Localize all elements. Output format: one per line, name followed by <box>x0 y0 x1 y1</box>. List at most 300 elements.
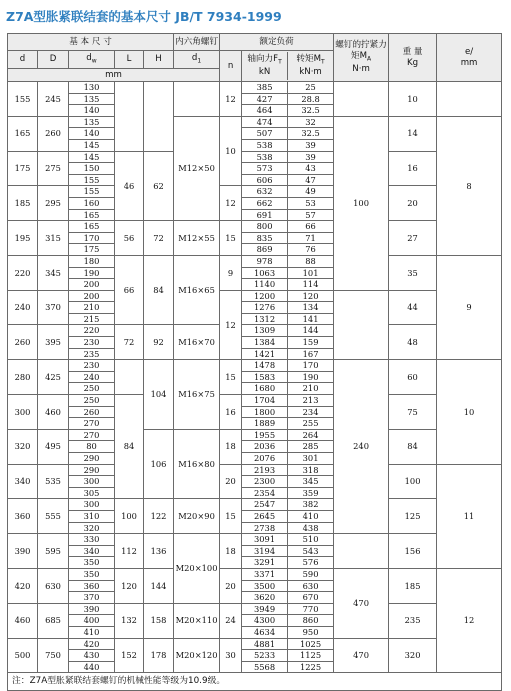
cell-d: 320 <box>8 429 38 464</box>
cell-n: 20 <box>220 568 242 603</box>
cell-axial-force: 538 <box>242 151 288 163</box>
cell-d: 360 <box>8 499 38 534</box>
cell-n: 10 <box>220 116 242 186</box>
cell-L: 152 <box>115 638 144 673</box>
cell-dw: 200 <box>69 279 115 291</box>
cell-axial-force: 3949 <box>242 603 288 615</box>
cell-D: 295 <box>38 186 69 221</box>
cell-torque: 285 <box>288 441 334 453</box>
cell-weight: 16 <box>389 151 437 186</box>
cell-torque: 264 <box>288 429 334 441</box>
cell-torque: 49 <box>288 186 334 198</box>
cell-axial-force: 869 <box>242 244 288 256</box>
cell-dw: 350 <box>69 557 115 569</box>
cell-axial-force: 1800 <box>242 406 288 418</box>
cell-dw: 80 <box>69 441 115 453</box>
cell-dw: 300 <box>69 499 115 511</box>
cell-H: 136 <box>144 534 174 569</box>
cell-axial-force: 3500 <box>242 580 288 592</box>
cell-weight: 100 <box>389 464 437 499</box>
cell-axial-force: 978 <box>242 255 288 267</box>
cell-D: 275 <box>38 151 69 186</box>
cell-H: 62 <box>144 151 174 221</box>
cell-torque: 301 <box>288 453 334 465</box>
cell-axial-force: 1583 <box>242 371 288 383</box>
table-row <box>8 151 502 163</box>
cell-torque: 144 <box>288 325 334 337</box>
cell-axial-force: 632 <box>242 186 288 198</box>
cell-D: 630 <box>38 568 69 603</box>
cell-dw: 170 <box>69 232 115 244</box>
cell-weight: 125 <box>389 499 437 534</box>
cell-d1: M20×120 <box>174 638 220 673</box>
cell-dw: 320 <box>69 522 115 534</box>
cell-D: 495 <box>38 429 69 464</box>
cell-weight: 14 <box>389 116 437 151</box>
cell-L: 56 <box>115 221 144 256</box>
cell-D: 460 <box>38 395 69 430</box>
cell-dw: 140 <box>69 128 115 140</box>
cell-D: 315 <box>38 221 69 256</box>
cell-L: 66 <box>115 255 144 325</box>
cell-dw: 350 <box>69 568 115 580</box>
cell-torque: 543 <box>288 545 334 557</box>
cell-dw: 230 <box>69 337 115 349</box>
table-row <box>8 638 502 650</box>
cell-dw: 250 <box>69 395 115 407</box>
cell-dw: 210 <box>69 302 115 314</box>
cell-d: 220 <box>8 255 38 290</box>
cell-torque: 39 <box>288 139 334 151</box>
cell-dw: 260 <box>69 406 115 418</box>
cell-dw: 155 <box>69 186 115 198</box>
cell-torque: 170 <box>288 360 334 372</box>
cell-weight: 27 <box>389 221 437 256</box>
cell-torque: 43 <box>288 163 334 175</box>
cell-weight: 156 <box>389 534 437 569</box>
cell-torque: 318 <box>288 464 334 476</box>
cell-torque: 359 <box>288 487 334 499</box>
cell-dw: 220 <box>69 325 115 337</box>
cell-d1: M12×50 <box>174 116 220 220</box>
cell-L: 112 <box>115 534 144 569</box>
cell-D: 370 <box>38 290 69 325</box>
header-D: D <box>38 51 69 69</box>
cell-H: 84 <box>144 255 174 325</box>
cell-torque: 71 <box>288 232 334 244</box>
cell-n: 12 <box>220 290 242 360</box>
cell-torque: 32.5 <box>288 105 334 117</box>
cell-axial-force: 4634 <box>242 626 288 638</box>
cell-dw: 270 <box>69 418 115 430</box>
cell-torque: 510 <box>288 534 334 546</box>
cell-torque: 950 <box>288 626 334 638</box>
cell-axial-force: 1421 <box>242 348 288 360</box>
cell-D: 595 <box>38 534 69 569</box>
cell-tightening-torque: 240 <box>334 360 389 534</box>
table-row <box>8 290 502 302</box>
cell-torque: 114 <box>288 279 334 291</box>
cell-torque: 210 <box>288 383 334 395</box>
header-hex-screw: 内六角螺钉 <box>174 34 220 51</box>
cell-dw: 160 <box>69 197 115 209</box>
cell-torque: 57 <box>288 209 334 221</box>
cell-D: 555 <box>38 499 69 534</box>
cell-d1: M16×65 <box>174 255 220 325</box>
cell-L: 46 <box>115 151 144 221</box>
cell-weight: 20 <box>389 186 437 221</box>
cell-torque: 141 <box>288 313 334 325</box>
cell-n: 20 <box>220 464 242 499</box>
cell-dw: 340 <box>69 545 115 557</box>
cell-d1: M20×110 <box>174 603 220 638</box>
cell-torque: 53 <box>288 197 334 209</box>
cell-axial-force: 3371 <box>242 568 288 580</box>
cell-weight: 60 <box>389 360 437 395</box>
cell-axial-force: 1309 <box>242 325 288 337</box>
table-row <box>8 221 502 233</box>
cell-dw: 145 <box>69 139 115 151</box>
cell-tightening-torque: 470 <box>334 638 389 673</box>
cell-weight: 48 <box>389 325 437 360</box>
header-e: e/ mm <box>437 34 502 82</box>
cell-dw: 235 <box>69 348 115 360</box>
cell-torque: 576 <box>288 557 334 569</box>
table-row <box>8 116 502 128</box>
cell-dw: 410 <box>69 626 115 638</box>
table-row <box>8 429 502 441</box>
cell-axial-force: 573 <box>242 163 288 175</box>
cell-weight: 44 <box>389 290 437 325</box>
cell-dw: 190 <box>69 267 115 279</box>
cell-H: 122 <box>144 499 174 534</box>
cell-axial-force: 2036 <box>242 441 288 453</box>
dimension-table <box>7 33 502 691</box>
cell-torque: 860 <box>288 615 334 627</box>
table-row <box>8 82 502 94</box>
cell-dw: 165 <box>69 221 115 233</box>
cell-dw: 135 <box>69 116 115 128</box>
cell-torque: 76 <box>288 244 334 256</box>
cell-torque: 255 <box>288 418 334 430</box>
cell-D: 750 <box>38 638 69 673</box>
table-row <box>8 395 502 407</box>
cell-axial-force: 507 <box>242 128 288 140</box>
cell-d1: M12×55 <box>174 221 220 256</box>
cell-dw: 240 <box>69 371 115 383</box>
cell-axial-force: 2645 <box>242 510 288 522</box>
cell-torque: 1025 <box>288 638 334 650</box>
table-row <box>8 255 502 267</box>
cell-L: 72 <box>115 325 144 360</box>
table-row <box>8 603 502 615</box>
cell-e <box>437 82 502 117</box>
cell-n: 15 <box>220 360 242 395</box>
header-n: n <box>220 51 242 82</box>
cell-n: 15 <box>220 221 242 256</box>
cell-d: 155 <box>8 82 38 117</box>
cell-e: 8 <box>437 116 502 255</box>
cell-torque: 410 <box>288 510 334 522</box>
cell-torque: 66 <box>288 221 334 233</box>
cell-e: 11 <box>437 464 502 568</box>
cell-dw: 360 <box>69 580 115 592</box>
cell-torque: 28.8 <box>288 93 334 105</box>
cell-torque: 1125 <box>288 650 334 662</box>
cell-dw: 250 <box>69 383 115 395</box>
cell-n: 9 <box>220 255 242 290</box>
cell-d: 300 <box>8 395 38 430</box>
cell-torque: 190 <box>288 371 334 383</box>
cell-torque: 345 <box>288 476 334 488</box>
cell-n: 18 <box>220 429 242 464</box>
cell-dw: 330 <box>69 534 115 546</box>
cell-tightening-torque <box>334 290 389 360</box>
cell-axial-force: 691 <box>242 209 288 221</box>
cell-d: 460 <box>8 603 38 638</box>
cell-weight: 84 <box>389 429 437 464</box>
cell-axial-force: 5233 <box>242 650 288 662</box>
cell-torque: 630 <box>288 580 334 592</box>
cell-d: 420 <box>8 568 38 603</box>
cell-dw: 290 <box>69 464 115 476</box>
cell-weight: 320 <box>389 638 437 673</box>
cell-weight: 185 <box>389 568 437 603</box>
cell-axial-force: 385 <box>242 82 288 94</box>
cell-d: 390 <box>8 534 38 569</box>
cell-dw: 440 <box>69 661 115 673</box>
cell-axial-force: 464 <box>242 105 288 117</box>
header-d: d <box>8 51 38 69</box>
cell-axial-force: 4881 <box>242 638 288 650</box>
cell-torque: 88 <box>288 255 334 267</box>
cell-dw: 155 <box>69 174 115 186</box>
cell-dw: 390 <box>69 603 115 615</box>
cell-e: 9 <box>437 255 502 359</box>
cell-L: 100 <box>115 499 144 534</box>
cell-torque: 438 <box>288 522 334 534</box>
cell-n: 30 <box>220 638 242 673</box>
cell-L: 84 <box>115 395 144 499</box>
header-L: L <box>115 51 144 69</box>
cell-H: 178 <box>144 638 174 673</box>
cell-torque: 101 <box>288 267 334 279</box>
cell-d: 260 <box>8 325 38 360</box>
cell-n: 24 <box>220 603 242 638</box>
cell-axial-force: 1680 <box>242 383 288 395</box>
cell-torque: 32.5 <box>288 128 334 140</box>
table-row <box>8 325 502 337</box>
cell-axial-force: 2300 <box>242 476 288 488</box>
cell-axial-force: 1889 <box>242 418 288 430</box>
cell-dw: 290 <box>69 453 115 465</box>
cell-axial-force: 538 <box>242 139 288 151</box>
cell-dw: 165 <box>69 209 115 221</box>
header-unit-mm: mm <box>8 69 220 82</box>
cell-n: 18 <box>220 534 242 569</box>
cell-axial-force: 474 <box>242 116 288 128</box>
cell-n: 12 <box>220 186 242 221</box>
cell-d1: M16×70 <box>174 325 220 360</box>
cell-axial-force: 2354 <box>242 487 288 499</box>
cell-D: 685 <box>38 603 69 638</box>
cell-torque: 159 <box>288 337 334 349</box>
cell-dw: 270 <box>69 429 115 441</box>
cell-torque: 234 <box>288 406 334 418</box>
cell-torque: 120 <box>288 290 334 302</box>
cell-torque: 590 <box>288 568 334 580</box>
cell-d1: M16×80 <box>174 429 220 499</box>
cell-H: 104 <box>144 360 174 430</box>
cell-d: 500 <box>8 638 38 673</box>
cell-torque: 1225 <box>288 661 334 673</box>
cell-axial-force: 1312 <box>242 313 288 325</box>
cell-e: 10 <box>437 360 502 464</box>
cell-tightening-torque <box>334 534 389 569</box>
cell-dw: 130 <box>69 82 115 94</box>
header-dw: $d_w$ <box>69 51 115 69</box>
header-weight: 重 量 Kg <box>389 34 437 82</box>
cell-axial-force: 2738 <box>242 522 288 534</box>
cell-dw: 175 <box>69 244 115 256</box>
cell-dw: 420 <box>69 638 115 650</box>
cell-dw: 140 <box>69 105 115 117</box>
table-row <box>8 186 502 198</box>
cell-dw: 305 <box>69 487 115 499</box>
cell-L: 120 <box>115 568 144 603</box>
cell-dw: 310 <box>69 510 115 522</box>
cell-axial-force: 1384 <box>242 337 288 349</box>
cell-d: 340 <box>8 464 38 499</box>
cell-d: 175 <box>8 151 38 186</box>
cell-tightening-torque: 100 <box>334 116 389 290</box>
table-row <box>8 499 502 511</box>
cell-weight: 75 <box>389 395 437 430</box>
table-row <box>8 568 502 580</box>
cell-d: 185 <box>8 186 38 221</box>
cell-weight: 35 <box>389 255 437 290</box>
cell-D: 425 <box>38 360 69 395</box>
cell-d: 240 <box>8 290 38 325</box>
cell-axial-force: 4300 <box>242 615 288 627</box>
cell-L <box>115 82 144 152</box>
cell-axial-force: 3194 <box>242 545 288 557</box>
cell-weight: 10 <box>389 82 437 117</box>
header-tightening-torque: 螺钉的拧紧力矩$M_A$ N·m <box>334 34 389 82</box>
cell-weight: 235 <box>389 603 437 638</box>
cell-H: 144 <box>144 568 174 603</box>
cell-torque: 32 <box>288 116 334 128</box>
cell-dw: 135 <box>69 93 115 105</box>
cell-axial-force: 427 <box>242 93 288 105</box>
cell-torque: 47 <box>288 174 334 186</box>
header-rated-load: 额定负荷 <box>220 34 334 51</box>
cell-L <box>115 360 144 395</box>
cell-axial-force: 800 <box>242 221 288 233</box>
cell-n: 15 <box>220 499 242 534</box>
cell-dw: 430 <box>69 650 115 662</box>
cell-H <box>144 82 174 152</box>
header-axial-torque: 轴向力$F_T$ kN 转矩$M_T$ kN·m <box>242 51 334 82</box>
table-row <box>8 464 502 476</box>
cell-axial-force: 1955 <box>242 429 288 441</box>
cell-dw: 200 <box>69 290 115 302</box>
cell-torque: 167 <box>288 348 334 360</box>
cell-D: 395 <box>38 325 69 360</box>
cell-torque: 25 <box>288 82 334 94</box>
cell-n: 12 <box>220 82 242 117</box>
cell-axial-force: 1063 <box>242 267 288 279</box>
footnote: 注：Z7A型胀紧联结套螺钉的机械性能等级为10.9级。 <box>8 673 502 691</box>
cell-d: 165 <box>8 116 38 151</box>
cell-tightening-torque: 470 <box>334 568 389 638</box>
cell-torque: 670 <box>288 592 334 604</box>
cell-L: 132 <box>115 603 144 638</box>
cell-H: 72 <box>144 221 174 256</box>
cell-axial-force: 1200 <box>242 290 288 302</box>
table-row <box>8 360 502 372</box>
cell-axial-force: 606 <box>242 174 288 186</box>
header-basic-dimensions: 基 本 尺 寸 <box>8 34 174 51</box>
cell-n: 16 <box>220 395 242 430</box>
cell-H: 158 <box>144 603 174 638</box>
cell-H: 92 <box>144 325 174 360</box>
table-row <box>8 534 502 546</box>
cell-axial-force: 5568 <box>242 661 288 673</box>
cell-dw: 370 <box>69 592 115 604</box>
header-H: H <box>144 51 174 69</box>
cell-dw: 145 <box>69 151 115 163</box>
cell-axial-force: 662 <box>242 197 288 209</box>
cell-D: 260 <box>38 116 69 151</box>
cell-torque: 770 <box>288 603 334 615</box>
cell-axial-force: 1140 <box>242 279 288 291</box>
cell-axial-force: 3620 <box>242 592 288 604</box>
cell-d: 195 <box>8 221 38 256</box>
header-d1: $d_1$ <box>174 51 220 69</box>
cell-axial-force: 3291 <box>242 557 288 569</box>
cell-d1: M16×75 <box>174 360 220 430</box>
cell-dw: 300 <box>69 476 115 488</box>
cell-d1 <box>174 82 220 117</box>
cell-axial-force: 1704 <box>242 395 288 407</box>
cell-torque: 39 <box>288 151 334 163</box>
cell-dw: 230 <box>69 360 115 372</box>
cell-axial-force: 2193 <box>242 464 288 476</box>
table-title: Z7A型胀紧联结套的基本尺寸 JB/T 7934-1999 <box>6 9 282 24</box>
cell-axial-force: 1276 <box>242 302 288 314</box>
cell-dw: 180 <box>69 255 115 267</box>
cell-torque: 134 <box>288 302 334 314</box>
cell-d1: M20×100 <box>174 534 220 604</box>
cell-dw: 400 <box>69 615 115 627</box>
cell-d1: M20×90 <box>174 499 220 534</box>
cell-H: 106 <box>144 429 174 499</box>
cell-axial-force: 2076 <box>242 453 288 465</box>
cell-e: 12 <box>437 568 502 672</box>
cell-dw: 215 <box>69 313 115 325</box>
cell-axial-force: 835 <box>242 232 288 244</box>
cell-D: 245 <box>38 82 69 117</box>
cell-torque: 213 <box>288 395 334 407</box>
cell-dw: 150 <box>69 163 115 175</box>
cell-torque: 382 <box>288 499 334 511</box>
cell-axial-force: 1478 <box>242 360 288 372</box>
cell-D: 535 <box>38 464 69 499</box>
cell-tightening-torque <box>334 82 389 117</box>
cell-D: 345 <box>38 255 69 290</box>
cell-d: 280 <box>8 360 38 395</box>
